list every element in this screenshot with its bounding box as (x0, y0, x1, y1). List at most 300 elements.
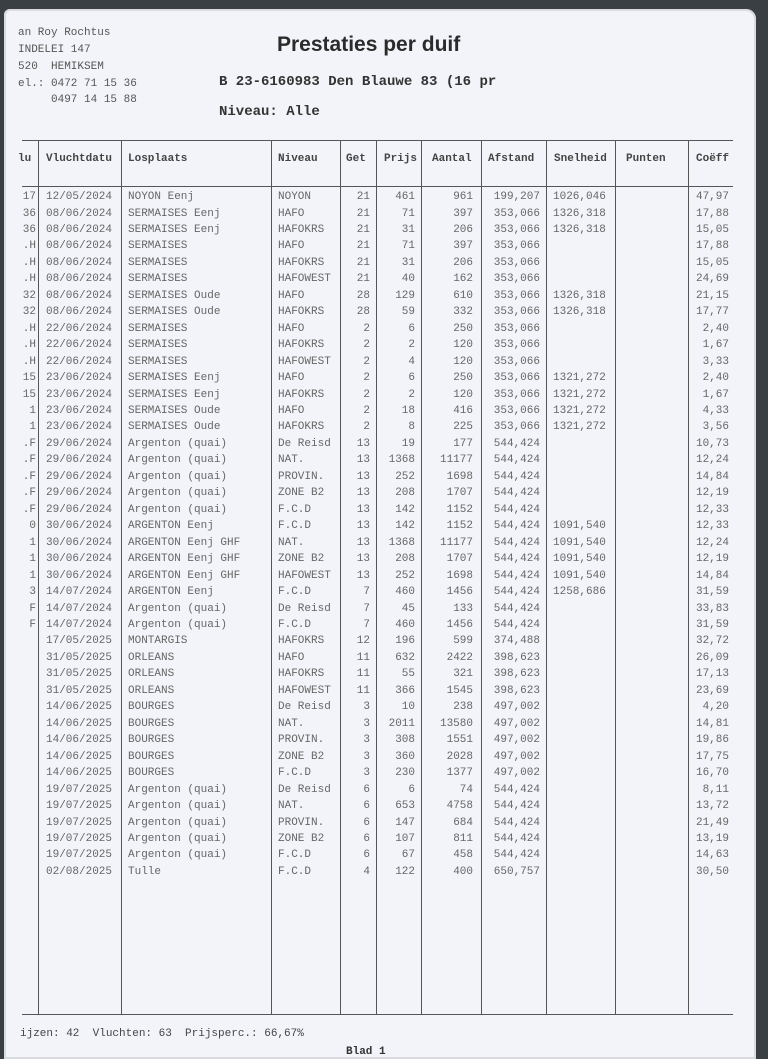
cell-coefficient: 24,69 (695, 273, 729, 286)
cell-distance: 497,002 (493, 717, 540, 730)
cell-flight-date: 08/06/2024 (46, 306, 113, 319)
column-header-level: Niveau (278, 153, 318, 165)
cell-count: 13580 (439, 717, 473, 730)
cell-distance: 544,424 (493, 816, 540, 829)
cell-flight-date: 19/07/2025 (46, 800, 113, 812)
cell-count: 1456 (446, 619, 473, 631)
cell-entered: 6 (363, 816, 370, 829)
cell-release-site: ARGENTON Eenj GHF (128, 536, 241, 549)
column-header-points: Punten (626, 153, 666, 165)
cell-count: 321 (453, 668, 473, 681)
cell-coefficient: 17,88 (695, 207, 729, 220)
cell-distance: 374,488 (493, 635, 540, 648)
cell-distance: 353,066 (493, 273, 540, 286)
cell-release-site: SERMAISES (128, 339, 188, 352)
cell-flight-date: 31/05/2025 (46, 651, 113, 664)
cell-level: NAT. (278, 536, 305, 549)
cell-speed: 1321,272 (553, 372, 606, 385)
cell-count: 177 (453, 437, 473, 450)
cell-entered: 2 (363, 421, 370, 434)
table-row (0, 551, 768, 567)
cell-distance: 544,424 (493, 454, 540, 467)
cell-count: 1707 (446, 553, 473, 566)
table-row (0, 403, 768, 419)
cell-prize: 653 (395, 800, 415, 812)
cell-entered: 13 (356, 454, 370, 467)
cell-speed: 1321,272 (553, 388, 606, 401)
cell-coefficient: 15,05 (695, 223, 729, 236)
cell-lu: 1 (29, 569, 36, 582)
cell-flight-date: 08/06/2024 (46, 273, 113, 286)
cell-coefficient: 17,88 (695, 240, 729, 253)
cell-prize: 366 (395, 684, 415, 697)
cell-distance: 497,002 (493, 734, 540, 747)
cell-coefficient: 12,19 (695, 553, 729, 566)
cell-count: 599 (453, 635, 473, 648)
cell-prize: 45 (401, 602, 415, 615)
cell-prize: 40 (401, 273, 415, 286)
cell-prize: 107 (395, 832, 415, 845)
cell-distance: 353,066 (493, 256, 540, 269)
cell-speed: 1326,318 (553, 207, 606, 220)
cell-coefficient: 21,15 (695, 289, 729, 302)
cell-lu: .H (22, 322, 36, 335)
cell-distance: 544,424 (493, 800, 540, 812)
cell-release-site: SERMAISES Eenj (128, 372, 221, 385)
table-row (0, 683, 768, 699)
cell-flight-date: 14/06/2025 (46, 750, 113, 763)
cell-lu: 15 (22, 372, 36, 385)
cell-speed: 1326,318 (553, 223, 606, 236)
cell-lu: .F (22, 437, 36, 450)
cell-distance: 353,066 (493, 388, 540, 401)
table-row (0, 304, 768, 320)
table-row (0, 831, 768, 847)
cell-release-site: SERMAISES (128, 256, 188, 269)
cell-lu: 1 (29, 405, 36, 417)
cell-flight-date: 08/06/2024 (46, 289, 113, 302)
cell-count: 4758 (446, 800, 473, 812)
cell-flight-date: 19/07/2025 (46, 832, 113, 845)
cell-lu: 36 (22, 223, 36, 236)
cell-level: De Reisd (278, 783, 331, 796)
table-row (0, 617, 768, 633)
cell-release-site: NOYON Eenj (128, 191, 195, 203)
cell-level: HAFO (278, 322, 305, 335)
cell-release-site: Argenton (quai) (128, 602, 228, 615)
cell-entered: 13 (356, 503, 370, 516)
cell-flight-date: 29/06/2024 (46, 487, 113, 500)
table-row (0, 650, 768, 666)
cell-prize: 18 (401, 405, 415, 417)
page-number: Blad 1 (346, 1046, 386, 1058)
cell-flight-date: 08/06/2024 (46, 223, 113, 236)
cell-entered: 21 (356, 207, 370, 220)
address-line-5: 0497 14 15 88 (18, 94, 137, 106)
cell-count: 120 (453, 339, 473, 352)
cell-entered: 2 (363, 322, 370, 335)
column-divider (38, 140, 39, 1014)
cell-release-site: Argenton (quai) (128, 800, 228, 812)
cell-prize: 6 (408, 322, 415, 335)
column-divider (615, 140, 616, 1014)
table-row (0, 749, 768, 765)
table-row (0, 271, 768, 287)
cell-release-site: Tulle (128, 865, 162, 878)
cell-level: HAFOKRS (278, 306, 325, 319)
cell-count: 1545 (446, 684, 473, 697)
cell-level: ZONE B2 (278, 553, 325, 566)
cell-release-site: Argenton (quai) (128, 832, 228, 845)
cell-prize: 360 (395, 750, 415, 763)
cell-flight-date: 31/05/2025 (46, 668, 113, 681)
column-divider (121, 140, 122, 1014)
cell-count: 458 (453, 849, 473, 862)
cell-level: PROVIN. (278, 816, 325, 829)
cell-flight-date: 02/08/2025 (46, 865, 113, 878)
cell-count: 1698 (446, 470, 473, 483)
cell-lu: 3 (29, 586, 36, 598)
cell-flight-date: 29/06/2024 (46, 437, 113, 450)
table-row (0, 765, 768, 781)
cell-prize: 252 (395, 470, 415, 483)
cell-speed: 1321,272 (553, 405, 606, 417)
cell-release-site: Argenton (quai) (128, 849, 228, 862)
cell-prize: 460 (395, 586, 415, 598)
cell-level: ZONE B2 (278, 487, 325, 500)
cell-distance: 544,424 (493, 437, 540, 450)
cell-entered: 13 (356, 553, 370, 566)
cell-count: 416 (453, 405, 473, 417)
cell-release-site: ORLEANS (128, 651, 175, 664)
cell-coefficient: 30,50 (695, 865, 729, 878)
cell-level: HAFOKRS (278, 256, 325, 269)
cell-entered: 6 (363, 800, 370, 812)
table-row (0, 321, 768, 337)
table-row (0, 601, 768, 617)
cell-entered: 7 (363, 602, 370, 615)
cell-distance: 544,424 (493, 503, 540, 516)
cell-level: F.C.D (278, 849, 312, 862)
cell-prize: 6 (408, 783, 415, 796)
cell-lu: 32 (22, 289, 36, 302)
cell-flight-date: 30/06/2024 (46, 553, 113, 566)
cell-flight-date: 19/07/2025 (46, 849, 113, 862)
cell-speed: 1326,318 (553, 306, 606, 319)
cell-coefficient: 12,24 (695, 536, 729, 549)
cell-distance: 398,623 (493, 651, 540, 664)
cell-level: De Reisd (278, 701, 331, 714)
cell-distance: 544,424 (493, 602, 540, 615)
cell-distance: 544,424 (493, 586, 540, 598)
cell-entered: 21 (356, 273, 370, 286)
cell-level: HAFO (278, 289, 305, 302)
cell-level: HAFOWEST (278, 569, 331, 582)
column-divider (421, 140, 422, 1014)
table-row (0, 255, 768, 271)
cell-count: 120 (453, 355, 473, 368)
cell-count: 684 (453, 816, 473, 829)
cell-coefficient: 3,56 (702, 421, 729, 434)
table-row (0, 584, 768, 600)
cell-prize: 71 (401, 240, 415, 253)
cell-count: 397 (453, 207, 473, 220)
cell-coefficient: 1,67 (702, 339, 729, 352)
table-row (0, 354, 768, 370)
cell-coefficient: 12,19 (695, 487, 729, 500)
cell-count: 120 (453, 388, 473, 401)
cell-entered: 13 (356, 569, 370, 582)
cell-level: ZONE B2 (278, 832, 325, 845)
cell-prize: 31 (401, 256, 415, 269)
cell-lu: .H (22, 273, 36, 286)
cell-distance: 650,757 (493, 865, 540, 878)
table-row (0, 387, 768, 403)
cell-coefficient: 14,63 (695, 849, 729, 862)
cell-coefficient: 26,09 (695, 651, 729, 664)
cell-speed: 1026,046 (553, 191, 606, 203)
cell-distance: 353,066 (493, 405, 540, 417)
cell-coefficient: 4,20 (702, 701, 729, 714)
cell-coefficient: 31,59 (695, 619, 729, 631)
column-divider (546, 140, 547, 1014)
cell-release-site: SERMAISES (128, 322, 188, 335)
cell-entered: 21 (356, 191, 370, 203)
cell-flight-date: 14/07/2024 (46, 619, 113, 631)
cell-release-site: Argenton (quai) (128, 487, 228, 500)
table-row (0, 222, 768, 238)
cell-entered: 13 (356, 487, 370, 500)
cell-coefficient: 2,40 (702, 322, 729, 335)
cell-count: 400 (453, 865, 473, 878)
cell-level: NAT. (278, 717, 305, 730)
cell-entered: 6 (363, 783, 370, 796)
table-row (0, 419, 768, 435)
cell-flight-date: 22/06/2024 (46, 322, 113, 335)
cell-count: 332 (453, 306, 473, 319)
cell-coefficient: 14,84 (695, 470, 729, 483)
cell-distance: 199,207 (493, 191, 540, 203)
address-line-3: 520 HEMIKSEM (18, 61, 104, 73)
cell-release-site: Argenton (quai) (128, 437, 228, 450)
cell-flight-date: 14/07/2024 (46, 586, 113, 598)
column-divider (481, 140, 482, 1014)
cell-prize: 208 (395, 487, 415, 500)
cell-flight-date: 14/06/2025 (46, 767, 113, 780)
cell-count: 397 (453, 240, 473, 253)
table-row (0, 798, 768, 814)
cell-prize: 31 (401, 223, 415, 236)
cell-distance: 353,066 (493, 339, 540, 352)
cell-release-site: Argenton (quai) (128, 454, 228, 467)
cell-prize: 2 (408, 339, 415, 352)
cell-distance: 353,066 (493, 322, 540, 335)
cell-level: F.C.D (278, 520, 312, 533)
cell-coefficient: 47,97 (695, 191, 729, 203)
cell-distance: 497,002 (493, 750, 540, 763)
table-row (0, 815, 768, 831)
cell-distance: 398,623 (493, 684, 540, 697)
cell-prize: 142 (395, 520, 415, 533)
cell-level: ZONE B2 (278, 750, 325, 763)
cell-coefficient: 10,73 (695, 437, 729, 450)
cell-flight-date: 23/06/2024 (46, 388, 113, 401)
table-row (0, 518, 768, 534)
cell-entered: 21 (356, 256, 370, 269)
cell-count: 225 (453, 421, 473, 434)
table-row (0, 716, 768, 732)
cell-prize: 2011 (388, 717, 415, 730)
column-header-flight-date: Vluchtdatu (46, 153, 113, 165)
table-row (0, 288, 768, 304)
cell-flight-date: 14/06/2025 (46, 717, 113, 730)
cell-level: F.C.D (278, 865, 312, 878)
cell-prize: 2 (408, 388, 415, 401)
cell-entered: 2 (363, 355, 370, 368)
cell-prize: 308 (395, 734, 415, 747)
cell-coefficient: 33,83 (695, 602, 729, 615)
cell-speed: 1091,540 (553, 569, 606, 582)
cell-lu: 36 (22, 207, 36, 220)
cell-prize: 208 (395, 553, 415, 566)
table-row (0, 502, 768, 518)
column-header-coefficient: Coëff (696, 153, 730, 165)
cell-entered: 2 (363, 405, 370, 417)
cell-release-site: ARGENTON Eenj GHF (128, 553, 241, 566)
cell-speed: 1321,272 (553, 421, 606, 434)
cell-level: F.C.D (278, 619, 312, 631)
cell-distance: 353,066 (493, 207, 540, 220)
cell-level: De Reisd (278, 602, 331, 615)
cell-release-site: SERMAISES Oude (128, 421, 221, 434)
cell-entered: 13 (356, 437, 370, 450)
cell-level: HAFOKRS (278, 668, 325, 681)
cell-prize: 460 (395, 619, 415, 631)
cell-speed: 1258,686 (553, 586, 606, 598)
address-line-1: an Roy Rochtus (18, 27, 111, 39)
cell-release-site: ORLEANS (128, 668, 175, 681)
cell-prize: 632 (395, 651, 415, 664)
cell-distance: 353,066 (493, 223, 540, 236)
cell-distance: 353,066 (493, 421, 540, 434)
cell-speed: 1091,540 (553, 553, 606, 566)
cell-coefficient: 31,59 (695, 586, 729, 598)
cell-entered: 21 (356, 240, 370, 253)
cell-flight-date: 08/06/2024 (46, 240, 113, 253)
cell-flight-date: 14/07/2024 (46, 602, 113, 615)
cell-entered: 3 (363, 767, 370, 780)
header-divider (22, 186, 733, 187)
cell-distance: 497,002 (493, 767, 540, 780)
cell-coefficient: 12,24 (695, 454, 729, 467)
cell-entered: 6 (363, 832, 370, 845)
cell-count: 1698 (446, 569, 473, 582)
cell-coefficient: 17,13 (695, 668, 729, 681)
cell-flight-date: 22/06/2024 (46, 339, 113, 352)
cell-distance: 544,424 (493, 487, 540, 500)
cell-level: De Reisd (278, 437, 331, 450)
cell-distance: 353,066 (493, 306, 540, 319)
cell-lu: .F (22, 487, 36, 500)
cell-release-site: SERMAISES (128, 273, 188, 286)
cell-count: 162 (453, 273, 473, 286)
cell-distance: 353,066 (493, 240, 540, 253)
table-row (0, 699, 768, 715)
cell-distance: 544,424 (493, 553, 540, 566)
cell-release-site: BOURGES (128, 767, 175, 780)
cell-distance: 544,424 (493, 783, 540, 796)
cell-level: HAFOWEST (278, 684, 331, 697)
cell-flight-date: 31/05/2025 (46, 684, 113, 697)
table-top-border (22, 140, 733, 141)
cell-prize: 196 (395, 635, 415, 648)
cell-lu: 17 (22, 191, 36, 203)
cell-flight-date: 29/06/2024 (46, 470, 113, 483)
cell-release-site: SERMAISES Eenj (128, 207, 221, 220)
cell-coefficient: 2,40 (702, 372, 729, 385)
cell-count: 11177 (439, 536, 473, 549)
cell-prize: 55 (401, 668, 415, 681)
cell-prize: 142 (395, 503, 415, 516)
cell-entered: 7 (363, 619, 370, 631)
cell-coefficient: 4,33 (702, 405, 729, 417)
cell-count: 250 (453, 372, 473, 385)
cell-distance: 544,424 (493, 849, 540, 862)
cell-count: 1152 (446, 503, 473, 516)
cell-lu: 1 (29, 536, 36, 549)
cell-release-site: BOURGES (128, 750, 175, 763)
cell-entered: 4 (363, 865, 370, 878)
cell-coefficient: 16,70 (695, 767, 729, 780)
table-row (0, 666, 768, 682)
cell-prize: 6 (408, 372, 415, 385)
cell-prize: 1368 (388, 454, 415, 467)
cell-coefficient: 21,49 (695, 816, 729, 829)
pigeon-id: B 23-6160983 Den Blauwe 83 (16 pr (219, 74, 497, 90)
cell-prize: 8 (408, 421, 415, 434)
cell-distance: 353,066 (493, 372, 540, 385)
cell-entered: 6 (363, 849, 370, 862)
column-divider (340, 140, 341, 1014)
cell-count: 610 (453, 289, 473, 302)
cell-distance: 544,424 (493, 569, 540, 582)
cell-entered: 11 (356, 684, 370, 697)
cell-release-site: Argenton (quai) (128, 503, 228, 516)
cell-prize: 230 (395, 767, 415, 780)
cell-entered: 21 (356, 223, 370, 236)
cell-distance: 544,424 (493, 470, 540, 483)
cell-count: 961 (453, 191, 473, 203)
cell-level: PROVIN. (278, 470, 325, 483)
table-row (0, 568, 768, 584)
cell-coefficient: 13,19 (695, 832, 729, 845)
cell-flight-date: 19/07/2025 (46, 816, 113, 829)
cell-level: HAFOWEST (278, 355, 331, 368)
cell-coefficient: 8,11 (702, 783, 729, 796)
cell-count: 133 (453, 602, 473, 615)
cell-count: 1456 (446, 586, 473, 598)
cell-flight-date: 22/06/2024 (46, 355, 113, 368)
cell-release-site: ARGENTON Eenj (128, 520, 214, 533)
cell-entered: 11 (356, 651, 370, 664)
cell-level: HAFO (278, 405, 305, 417)
summary-footer: ijzen: 42 Vluchten: 63 Prijsperc.: 66,67% (20, 1028, 304, 1040)
cell-lu: .F (22, 454, 36, 467)
cell-flight-date: 30/06/2024 (46, 520, 113, 533)
cell-speed: 1326,318 (553, 289, 606, 302)
cell-level: HAFOKRS (278, 339, 325, 352)
cell-count: 811 (453, 832, 473, 845)
